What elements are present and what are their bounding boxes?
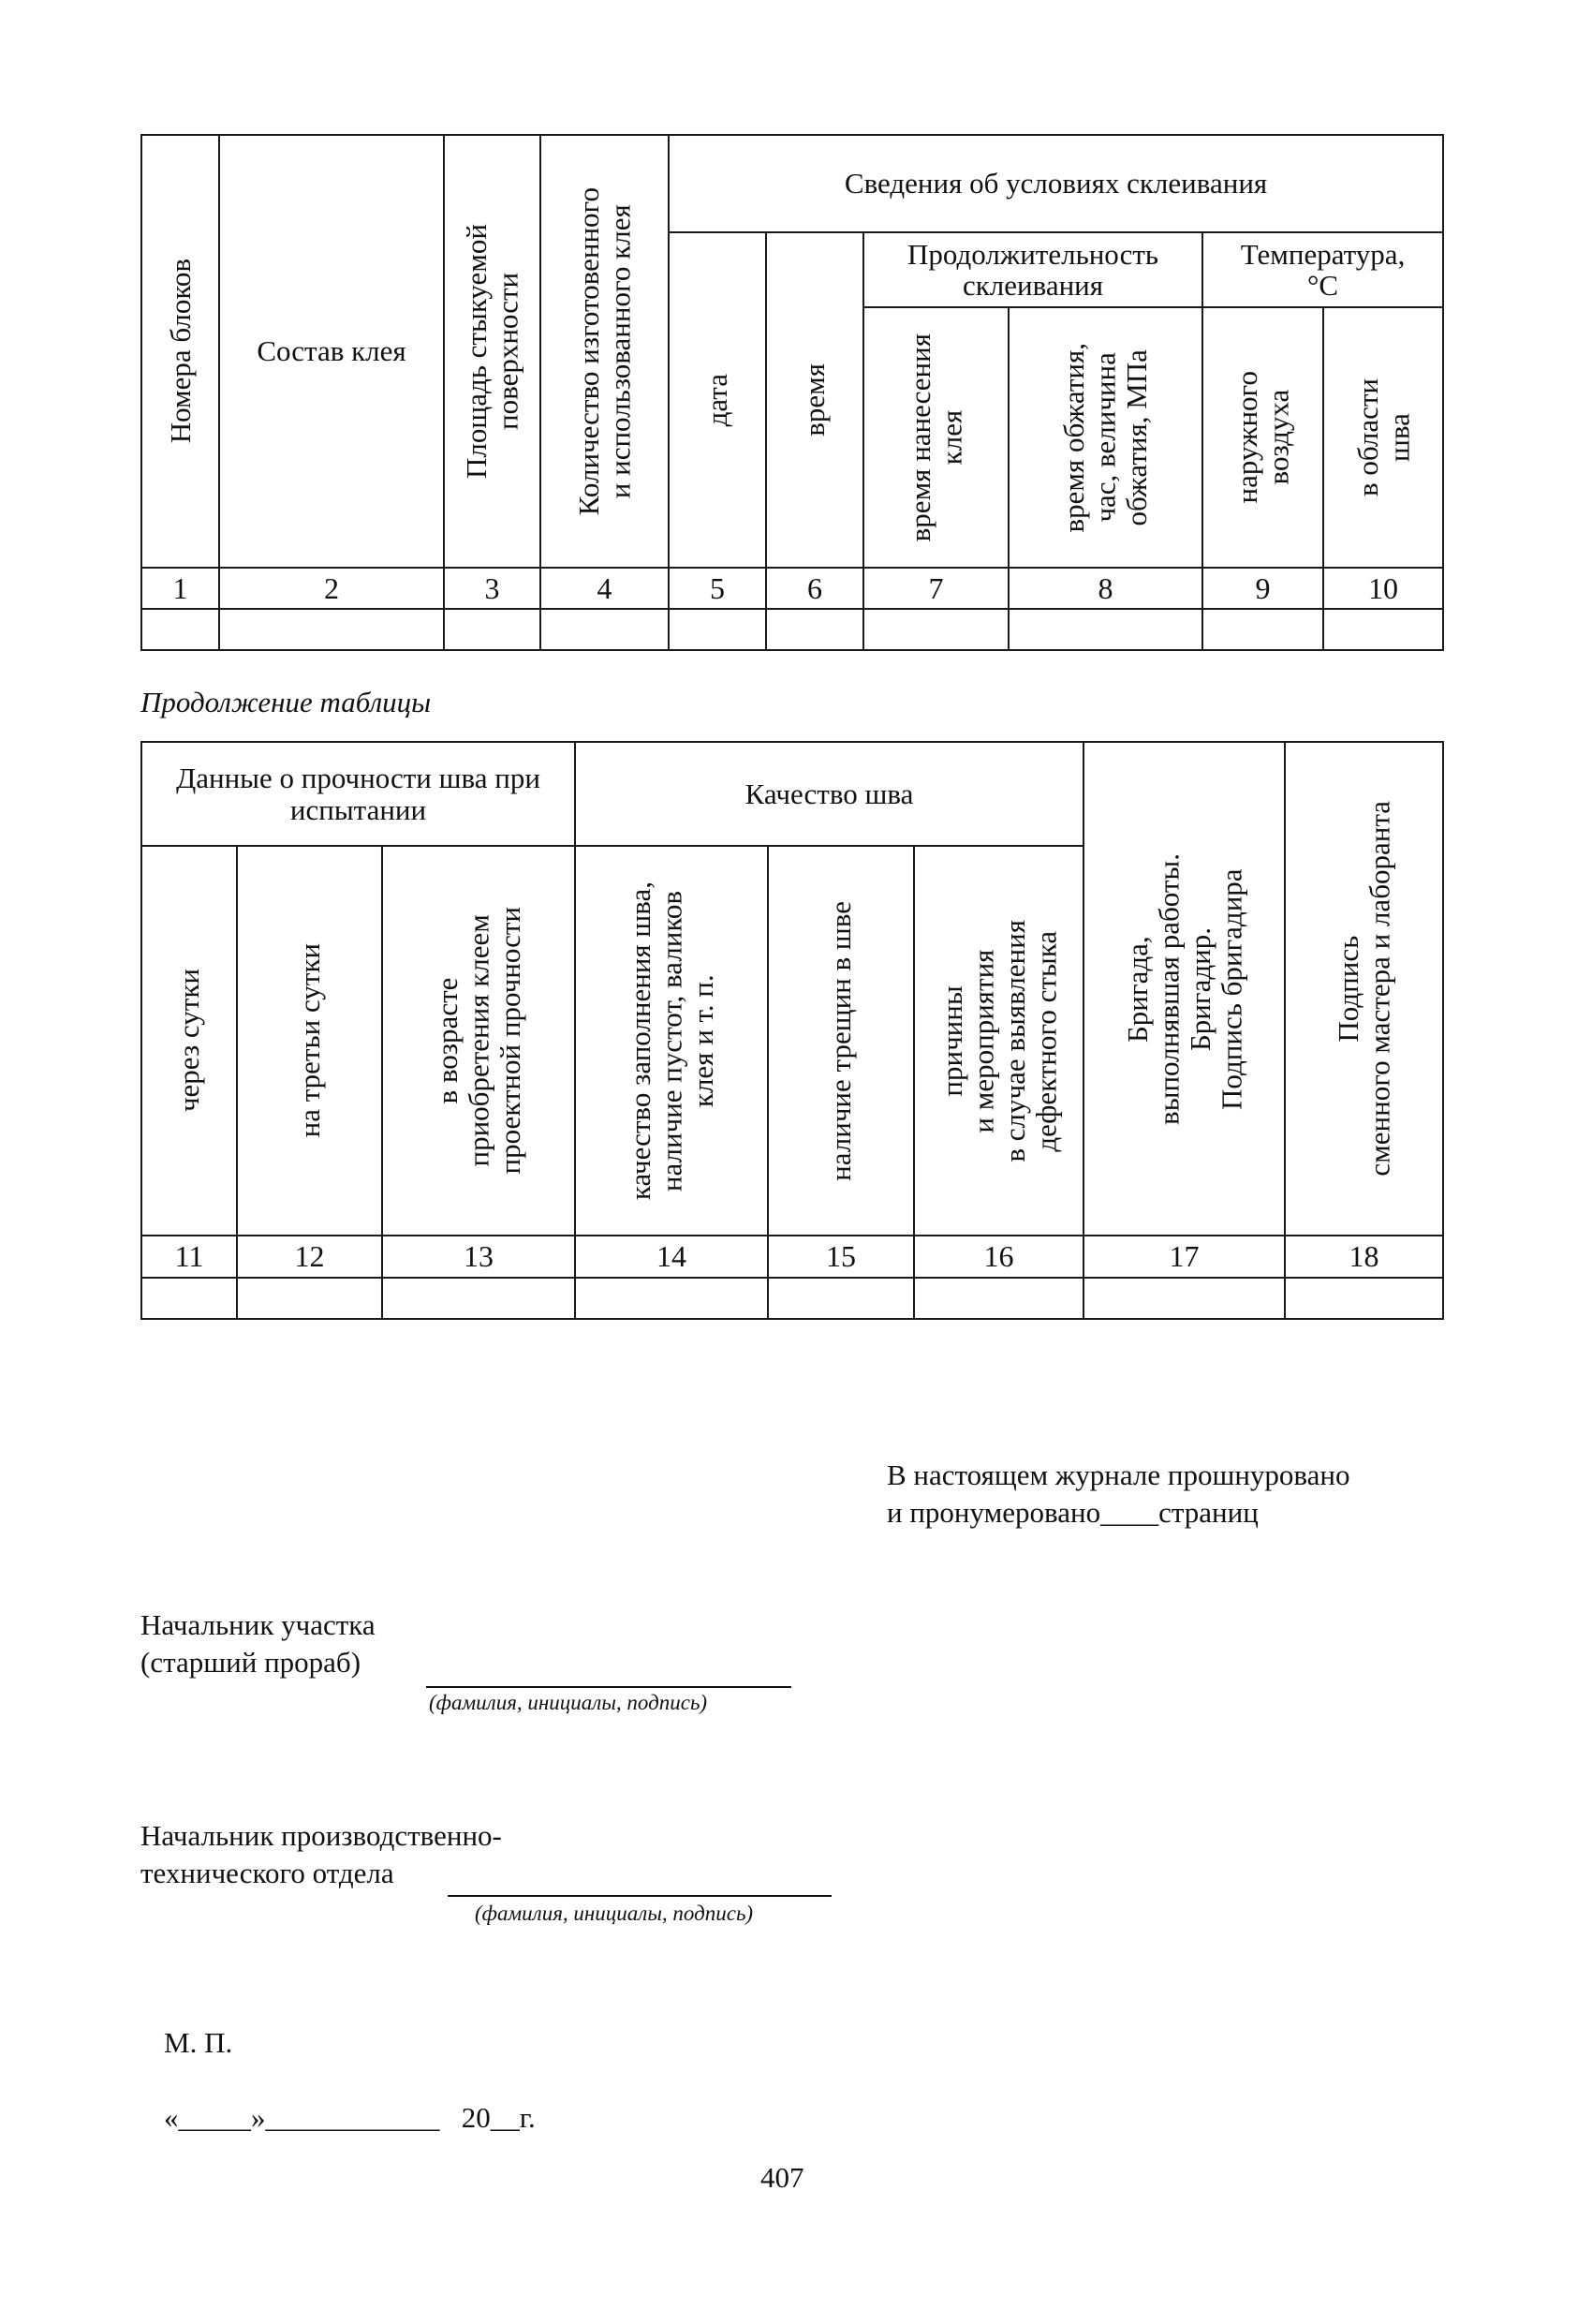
page-number: 407 bbox=[760, 2161, 804, 2194]
laced-note-line2: и пронумеровано____страниц bbox=[887, 1496, 1259, 1529]
empty-cell bbox=[768, 1278, 914, 1319]
empty-cell bbox=[669, 609, 766, 650]
empty-cell bbox=[1323, 609, 1443, 650]
column-number: 13 bbox=[382, 1236, 575, 1278]
site-chief-label-line2: (старший прораб) bbox=[140, 1646, 361, 1679]
header-glue-composition: Состав клея bbox=[219, 135, 444, 568]
column-number: 4 bbox=[540, 568, 669, 609]
column-number: 12 bbox=[237, 1236, 382, 1278]
column-number: 15 bbox=[768, 1236, 914, 1278]
header-fill-quality: качество заполнения шва, наличие пустот, валиков клея и т. п. bbox=[575, 846, 768, 1236]
empty-cell bbox=[863, 609, 1009, 650]
column-number: 7 bbox=[863, 568, 1009, 609]
empty-cell bbox=[382, 1278, 575, 1319]
column-number: 3 bbox=[444, 568, 540, 609]
signature-line bbox=[426, 1686, 791, 1688]
gluing-conditions-table bbox=[140, 134, 1444, 651]
date-line: «_____»____________ 20__г. bbox=[164, 2101, 536, 2134]
column-number: 14 bbox=[575, 1236, 768, 1278]
header-strength-group: Данные о прочности шва при испытании bbox=[141, 742, 575, 846]
empty-cell bbox=[141, 1278, 237, 1319]
column-number: 11 bbox=[141, 1236, 237, 1278]
pto-chief-label-line2: технического отдела bbox=[140, 1857, 394, 1889]
empty-cell bbox=[1009, 609, 1202, 650]
header-temperature-group: Температура, °С bbox=[1202, 232, 1443, 307]
header-apply-time: время нанесения клея bbox=[863, 307, 1009, 568]
header-compress-time: время обжатия, час, величина обжатия, МПа bbox=[1009, 307, 1202, 568]
header-third-day: на третьи сутки bbox=[237, 846, 382, 1236]
laced-note-line1: В настоящем журнале прошнуровано bbox=[887, 1458, 1350, 1491]
column-number: 8 bbox=[1009, 568, 1202, 609]
empty-cell bbox=[766, 609, 863, 650]
stamp-place: М. П. bbox=[164, 2026, 233, 2059]
column-number: 2 bbox=[219, 568, 444, 609]
empty-cell bbox=[141, 609, 219, 650]
column-number: 10 bbox=[1323, 568, 1443, 609]
seam-quality-table bbox=[140, 741, 1444, 1320]
empty-cell bbox=[540, 609, 669, 650]
header-quality-group: Качество шва bbox=[575, 742, 1083, 846]
header-outdoor-air: наружного воздуха bbox=[1202, 307, 1323, 568]
empty-cell bbox=[575, 1278, 768, 1319]
signature-line bbox=[448, 1895, 832, 1897]
column-number: 18 bbox=[1285, 1236, 1443, 1278]
header-causes: причины и мероприятия в случае выявления дефектного стыка bbox=[914, 846, 1083, 1236]
column-number: 16 bbox=[914, 1236, 1083, 1278]
header-date: дата bbox=[669, 232, 766, 568]
header-seam-area: в области шва bbox=[1323, 307, 1443, 568]
empty-cell bbox=[444, 609, 540, 650]
header-joint-area: Площадь стыкуемой поверхности bbox=[444, 135, 540, 568]
header-design-strength: в возрасте приобретения клеем проектной прочности bbox=[382, 846, 575, 1236]
header-conditions-group: Сведения об условиях склеивания bbox=[669, 135, 1443, 232]
header-after-day: через сутки bbox=[141, 846, 237, 1236]
header-cracks: наличие трещин в шве bbox=[768, 846, 914, 1236]
empty-cell bbox=[237, 1278, 382, 1319]
header-signature: Подпись сменного мастера и лаборанта bbox=[1285, 742, 1443, 1236]
header-glue-amount: Количество изготовенного и использованного клея bbox=[540, 135, 669, 568]
signature-hint: (фамилия, инициалы, подпись) bbox=[429, 1691, 708, 1714]
column-number: 5 bbox=[669, 568, 766, 609]
signature-hint: (фамилия, инициалы, подпись) bbox=[475, 1902, 754, 1925]
header-duration-group: Продолжительность склеивания bbox=[863, 232, 1202, 307]
column-number: 17 bbox=[1083, 1236, 1285, 1278]
header-brigade: Бригада, выполнявшая работы. Бригадир. Подпись бригадира bbox=[1083, 742, 1285, 1236]
column-number: 1 bbox=[141, 568, 219, 609]
column-number: 9 bbox=[1202, 568, 1323, 609]
empty-cell bbox=[1285, 1278, 1443, 1319]
header-time: время bbox=[766, 232, 863, 568]
empty-cell bbox=[1202, 609, 1323, 650]
site-chief-label-line1: Начальник участка bbox=[140, 1608, 376, 1641]
empty-cell bbox=[914, 1278, 1083, 1319]
empty-cell bbox=[219, 609, 444, 650]
header-block-numbers: Номера блоков bbox=[141, 135, 219, 568]
continuation-label: Продолжение таблицы bbox=[140, 686, 432, 718]
column-number: 6 bbox=[766, 568, 863, 609]
empty-cell bbox=[1083, 1278, 1285, 1319]
pto-chief-label-line1: Начальник производственно- bbox=[140, 1819, 502, 1852]
